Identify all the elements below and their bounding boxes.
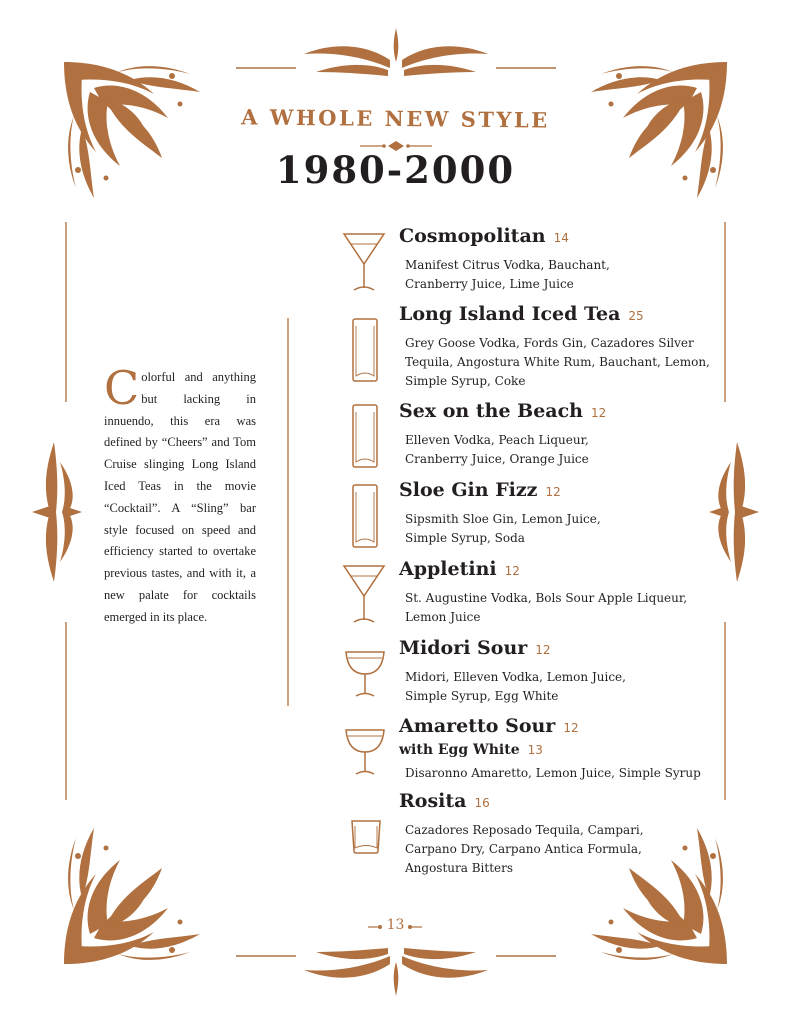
menu-item-sub-price: 13 — [527, 743, 543, 757]
menu-item-subtitle: with Egg White — [399, 742, 520, 758]
menu-item-price: 12 — [504, 564, 520, 578]
menu-item-title: Cosmopolitan — [399, 225, 546, 247]
menu-item-title: Long Island Iced Tea — [399, 303, 621, 325]
menu-item-ingredients: Manifest Citrus Vodka, Bauchant, Cranberry Juice, Lime Juice — [405, 258, 610, 291]
menu-item-subname — [399, 740, 735, 760]
menu-item-name — [399, 399, 606, 425]
menu-item-title: Sloe Gin Fizz — [399, 479, 538, 501]
menu-item-ingredients: St. Augustine Vodka, Bols Sour Apple Liqueur, Lemon Juice — [405, 591, 688, 624]
intro-paragraph — [104, 361, 256, 629]
intro-text: olorful and anything but lacking in innuendo, this era was defined by “Cheers” and Tom Cruise slinging Long Island Iced Teas in the movie “Cocktail”. A “Sling” bar style focused on speed and efficiency started to overtake previous tastes, and with it, a new palate for cocktails emerged in its place. — [104, 370, 256, 624]
martini-glass-icon — [340, 230, 388, 294]
martini-glass-icon — [340, 562, 388, 626]
menu-item-ingredients: Elleven Vodka, Peach Liqueur, Cranberry Juice, Orange Juice — [405, 433, 589, 466]
menu-item-name — [399, 557, 705, 583]
page-subtitle: A WHOLE NEW STYLE — [241, 104, 550, 133]
menu-item-title: Amaretto Sour — [399, 715, 556, 737]
coupe-glass-icon — [342, 646, 388, 700]
menu-item-ingredients: Cazadores Reposado Tequila, Campari, Carpano Dry, Carpano Antica Formula, Angostura Bitters — [405, 823, 644, 875]
menu-item-price: 14 — [553, 231, 569, 245]
menu-item-name — [399, 478, 620, 504]
menu-item-name — [399, 714, 735, 740]
menu-item-ingredients: Disaronno Amaretto, Lemon Juice, Simple Syrup — [405, 766, 701, 780]
menu-item-amaretto-sour — [399, 714, 735, 783]
highball-glass-icon — [350, 316, 380, 384]
menu-item-long-island-iced-tea — [399, 302, 715, 391]
menu-item-price: 25 — [628, 309, 644, 323]
menu-item-price: 12 — [591, 406, 607, 420]
menu-item-ingredients: Grey Goose Vodka, Fords Gin, Cazadores Silver Tequila, Angostura White Rum, Bauchant, Lemon, Simple Syrup, Coke — [405, 336, 710, 388]
menu-item-price: 12 — [545, 485, 561, 499]
rocks-glass-icon — [348, 818, 384, 856]
menu-item-sloe-gin-fizz — [399, 478, 620, 548]
menu-item-name — [399, 302, 715, 328]
menu-item-appletini — [399, 557, 705, 627]
menu-item-title: Midori Sour — [399, 637, 528, 659]
highball-glass-icon — [350, 482, 380, 550]
highball-glass-icon — [350, 402, 380, 470]
menu-item-price: 12 — [535, 643, 551, 657]
menu-item-midori-sour — [399, 636, 645, 706]
menu-item-name — [399, 789, 655, 815]
intro-dropcap: C — [104, 361, 140, 415]
coupe-glass-icon — [342, 724, 388, 778]
menu-item-price: 12 — [563, 721, 579, 735]
menu-item-ingredients: Sipsmith Sloe Gin, Lemon Juice, Simple Syrup, Soda — [405, 512, 601, 545]
page-title: 1980-2000 — [275, 148, 516, 192]
menu-item-sex-on-the-beach — [399, 399, 606, 469]
menu-item-rosita — [399, 789, 655, 878]
menu-item-title: Rosita — [399, 790, 467, 812]
page-number: 13 — [386, 917, 405, 933]
menu-item-title: Sex on the Beach — [399, 400, 583, 422]
menu-item-cosmopolitan — [399, 224, 635, 294]
menu-item-price: 16 — [474, 796, 490, 810]
menu-item-name — [399, 224, 635, 250]
menu-item-title: Appletini — [399, 558, 497, 580]
menu-item-name — [399, 636, 645, 662]
menu-item-ingredients: Midori, Elleven Vodka, Lemon Juice, Simple Syrup, Egg White — [405, 670, 626, 703]
